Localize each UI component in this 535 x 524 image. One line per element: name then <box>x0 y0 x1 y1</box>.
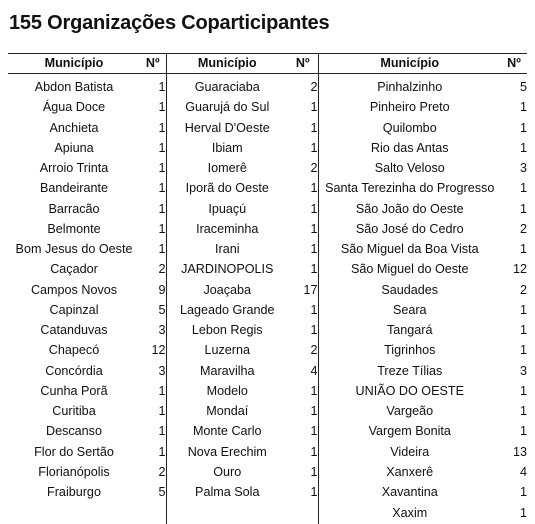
numero-cell: 1 <box>140 158 166 178</box>
municipio-cell: Arroio Trinta <box>39 161 109 175</box>
municipio-cell: Bom Jesus do Oeste <box>15 242 133 256</box>
numero-cell: 1 <box>519 383 527 398</box>
table-row <box>8 401 527 421</box>
table-row <box>8 300 527 320</box>
numero-cell: 13 <box>512 444 527 459</box>
numero-cell: 1 <box>519 302 527 317</box>
numero-cell: 1 <box>288 401 318 421</box>
numero-cell: 5 <box>140 300 166 320</box>
numero-cell: 1 <box>140 381 166 401</box>
numero-cell: 1 <box>519 120 527 135</box>
table-row <box>8 118 527 138</box>
table-row <box>8 219 527 239</box>
numero-cell: 1 <box>288 219 318 239</box>
municipio-cell: Iporã do Oeste <box>185 181 269 196</box>
municipio-cell: Ipuaçú <box>208 201 247 216</box>
table-row <box>8 280 527 300</box>
numero-cell: 12 <box>512 262 527 277</box>
municipio-cell: Bandeirante <box>40 181 108 196</box>
municipio-cell: Salto Veloso <box>374 161 445 175</box>
municipio-cell: Tigrinhos <box>384 343 436 358</box>
numero-cell: 1 <box>288 381 318 401</box>
numero-cell: 9 <box>140 280 166 300</box>
municipio-cell: Lageado Grande <box>179 302 275 317</box>
numero-cell: 17 <box>288 280 318 300</box>
table-row <box>8 138 527 158</box>
table-header-row <box>8 54 527 74</box>
municipio-cell: Ouro <box>213 464 242 479</box>
municipio-cell: Água Doce <box>42 100 106 115</box>
municipio-cell: Descanso <box>45 424 102 439</box>
numero-cell: 1 <box>288 442 318 462</box>
municipio-cell: Guaraciaba <box>194 80 260 94</box>
municipio-cell: Saudades <box>381 282 439 297</box>
numero-cell: 1 <box>140 401 166 421</box>
municipio-cell: Catanduvas <box>40 323 108 337</box>
municipio-cell: Irani <box>215 242 240 256</box>
numero-cell: 2 <box>519 221 527 236</box>
numero-cell: 5 <box>140 482 166 502</box>
municipio-cell: Modelo <box>206 383 248 398</box>
numero-cell: 1 <box>288 421 318 441</box>
numero-cell: 1 <box>140 421 166 441</box>
table-row <box>8 502 527 524</box>
numero-cell: 2 <box>288 74 318 98</box>
municipio-cell: São João do Oeste <box>355 201 464 216</box>
numero-cell: 1 <box>288 138 318 158</box>
numero-cell: 1 <box>288 300 318 320</box>
numero-cell: 1 <box>519 181 527 196</box>
table-row <box>8 199 527 219</box>
municipio-cell: Xaxim <box>392 506 428 521</box>
table-row <box>8 442 527 462</box>
municipio-cell: Tangará <box>386 323 433 337</box>
numero-cell: 1 <box>140 138 166 158</box>
municipio-cell: Videira <box>390 444 430 459</box>
municipio-cell: São José do Cedro <box>355 221 464 236</box>
table-row <box>8 259 527 279</box>
table-row <box>8 239 527 259</box>
municipio-cell: Monte Carlo <box>192 424 262 439</box>
municipio-cell: Fraiburgo <box>47 485 101 499</box>
table-row <box>8 361 527 381</box>
municipio-cell: JARDINOPOLIS <box>181 262 274 277</box>
municipio-cell: Rio das Antas <box>370 140 449 155</box>
municipio-cell: Pinheiro Preto <box>369 100 450 115</box>
table-row <box>8 381 527 401</box>
municipio-cell: Xanxerê <box>386 464 434 479</box>
municipio-cell: Iraceminha <box>196 221 259 236</box>
numero-cell: 1 <box>519 323 527 337</box>
numero-cell: 1 <box>519 140 527 155</box>
table-row <box>8 178 527 198</box>
municipio-cell: Belmonte <box>47 221 101 236</box>
numero-cell: 1 <box>140 97 166 117</box>
municipio-cell: Campos Novos <box>30 282 118 297</box>
municipio-cell: Florianópolis <box>38 464 110 479</box>
municipio-cell: Barracão <box>48 201 100 216</box>
municipio-cell: São Miguel do Oeste <box>350 262 469 277</box>
municipio-cell: Iomerê <box>207 161 247 175</box>
numero-cell: 4 <box>288 361 318 381</box>
municipio-cell: Mondaí <box>206 404 249 418</box>
numero-cell: 2 <box>288 158 318 178</box>
numero-cell: 1 <box>140 178 166 198</box>
numero-cell: 3 <box>519 161 527 175</box>
municipio-cell: Apiuna <box>54 140 94 155</box>
municipio-cell: Palma Sola <box>195 485 260 499</box>
numero-cell: 1 <box>519 242 527 256</box>
municipio-cell: Vargem Bonita <box>368 424 451 439</box>
municipio-cell: Caçador <box>50 262 98 277</box>
municipio-cell: Anchieta <box>49 120 99 135</box>
numero-cell: 1 <box>140 239 166 259</box>
municipio-cell: Maravilha <box>199 363 255 378</box>
numero-cell: 12 <box>140 340 166 360</box>
numero-cell: 2 <box>140 259 166 279</box>
numero-cell: 1 <box>288 178 318 198</box>
municipio-cell: Pinhalzinho <box>377 80 443 94</box>
municipio-cell: Herval D'Oeste <box>184 120 270 135</box>
numero-cell: 3 <box>519 363 527 378</box>
page-title: 155 Organizações Coparticipantes <box>9 12 330 34</box>
municipio-cell: Chapecó <box>48 343 100 358</box>
municipio-cell: Flor do Sertão <box>34 444 114 459</box>
municipio-cell: Capinzal <box>49 302 99 317</box>
header-numero-3: Nº <box>501 54 527 74</box>
municipio-cell: Seara <box>392 302 427 317</box>
numero-cell <box>288 502 318 524</box>
municipio-cell: Vargeão <box>386 404 434 418</box>
municipio-cell: Concórdia <box>45 363 103 378</box>
table-row <box>8 97 527 117</box>
header-numero-2: Nº <box>288 54 318 74</box>
numero-cell: 2 <box>519 282 527 297</box>
table-row <box>8 158 527 178</box>
numero-cell: 1 <box>140 442 166 462</box>
numero-cell: 4 <box>519 464 527 479</box>
numero-cell: 1 <box>288 239 318 259</box>
numero-cell: 1 <box>288 320 318 340</box>
numero-cell: 1 <box>288 482 318 502</box>
numero-cell: 1 <box>519 201 527 216</box>
numero-cell: 1 <box>519 485 527 499</box>
header-municipio-3: Município <box>318 54 501 74</box>
municipio-cell: Santa Terezinha do Progresso <box>325 181 495 196</box>
municipio-cell: Guarujá do Sul <box>185 100 270 115</box>
municipio-cell: Treze Tílias <box>377 363 443 378</box>
numero-cell: 5 <box>519 80 527 94</box>
numero-cell: 1 <box>519 404 527 418</box>
header-municipio-1: Município <box>8 54 140 74</box>
numero-cell: 1 <box>288 199 318 219</box>
municipio-cell: Lebon Regis <box>191 323 263 337</box>
municipio-cell: Curitiba <box>52 404 96 418</box>
municipio-cell <box>8 502 140 524</box>
municipio-cell: Abdon Batista <box>34 80 114 94</box>
table-row <box>8 74 527 98</box>
numero-cell <box>140 502 166 524</box>
numero-cell: 1 <box>140 118 166 138</box>
header-municipio-2: Município <box>166 54 288 74</box>
numero-cell: 1 <box>519 100 527 115</box>
municipio-cell: Joaçaba <box>203 282 252 297</box>
municipio-cell: São Miguel da Boa Vista <box>340 242 479 256</box>
numero-cell: 1 <box>140 219 166 239</box>
header-numero-1: Nº <box>140 54 166 74</box>
municipio-cell: Nova Erechim <box>187 444 267 459</box>
numero-cell: 2 <box>140 462 166 482</box>
numero-cell: 1 <box>519 506 527 521</box>
table-row <box>8 462 527 482</box>
municipio-cell: Luzerna <box>204 343 250 358</box>
municipio-cell: Xavantina <box>381 485 438 499</box>
numero-cell: 2 <box>288 340 318 360</box>
table-row <box>8 421 527 441</box>
numero-cell: 1 <box>288 118 318 138</box>
municipio-cell: Quilombo <box>382 120 437 135</box>
numero-cell: 1 <box>288 462 318 482</box>
numero-cell: 1 <box>288 97 318 117</box>
numero-cell: 3 <box>140 361 166 381</box>
numero-cell: 1 <box>140 74 166 98</box>
numero-cell: 1 <box>519 343 527 358</box>
municipio-cell: Cunha Porã <box>40 383 108 398</box>
table-row <box>8 482 527 502</box>
numero-cell: 1 <box>140 199 166 219</box>
numero-cell: 1 <box>288 259 318 279</box>
municipio-cell: UNIÃO DO OESTE <box>355 383 464 398</box>
municipio-cell <box>166 502 288 524</box>
numero-cell: 1 <box>519 424 527 439</box>
municipio-cell: Ibiam <box>211 140 243 155</box>
table-row <box>8 340 527 360</box>
table-row <box>8 320 527 340</box>
municipalities-table <box>8 53 527 524</box>
numero-cell: 3 <box>140 320 166 340</box>
